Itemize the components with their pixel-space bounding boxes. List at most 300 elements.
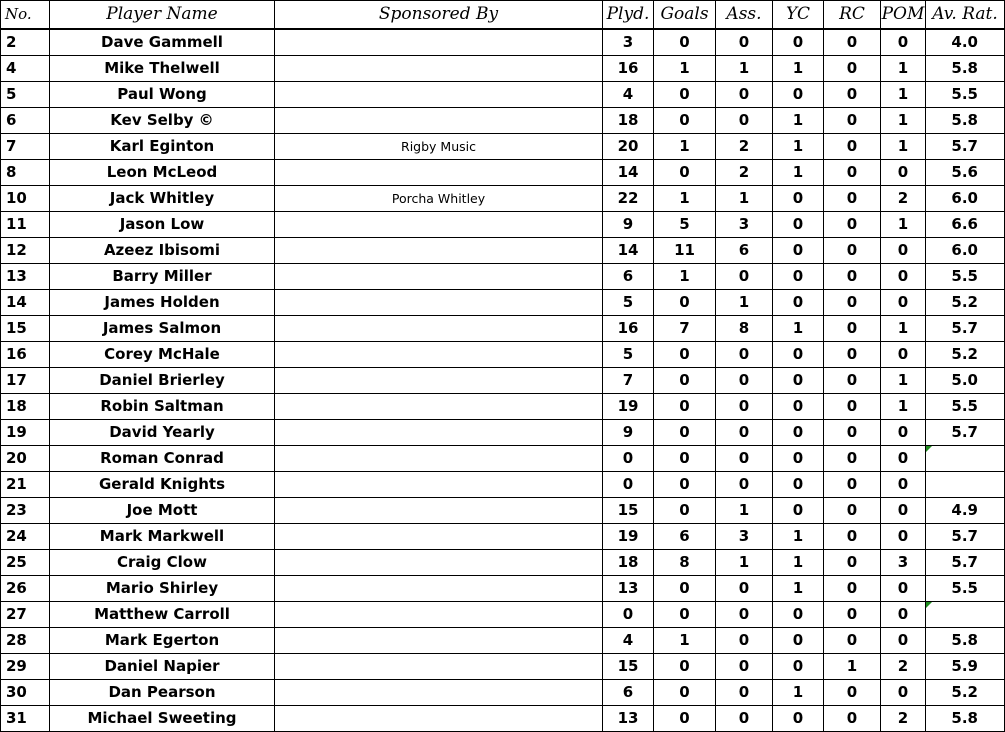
cell-player-name: Robin Saltman (50, 394, 275, 420)
cell-red-cards: 0 (824, 368, 881, 394)
cell-played: 13 (603, 576, 654, 602)
cell-number: 11 (1, 212, 50, 238)
header-goals: Goals (654, 1, 716, 30)
cell-player-name: Dan Pearson (50, 680, 275, 706)
table-row (1, 420, 1005, 446)
cell-assists: 2 (716, 160, 773, 186)
table-row (1, 628, 1005, 654)
cell-player-of-match: 1 (881, 368, 926, 394)
table-row (1, 472, 1005, 498)
table-row (1, 82, 1005, 108)
cell-player-name: Mike Thelwell (50, 56, 275, 82)
cell-sponsor (275, 680, 603, 706)
cell-number: 20 (1, 446, 50, 472)
cell-average-rating: 5.5 (926, 394, 1005, 420)
cell-average-rating: 5.8 (926, 628, 1005, 654)
cell-yellow-cards: 0 (773, 342, 824, 368)
table-row (1, 394, 1005, 420)
cell-number: 26 (1, 576, 50, 602)
table-row (1, 654, 1005, 680)
cell-assists: 0 (716, 706, 773, 732)
cell-played: 22 (603, 186, 654, 212)
cell-assists: 2 (716, 134, 773, 160)
cell-sponsor (275, 56, 603, 82)
cell-number: 13 (1, 264, 50, 290)
cell-assists: 0 (716, 602, 773, 628)
cell-goals: 7 (654, 316, 716, 342)
cell-goals: 1 (654, 56, 716, 82)
cell-assists: 0 (716, 680, 773, 706)
cell-average-rating: 5.7 (926, 316, 1005, 342)
table-row (1, 316, 1005, 342)
cell-player-of-match: 0 (881, 29, 926, 56)
cell-goals: 0 (654, 290, 716, 316)
cell-player-of-match: 0 (881, 602, 926, 628)
cell-goals: 0 (654, 342, 716, 368)
header-no: No. (1, 1, 50, 30)
cell-number: 31 (1, 706, 50, 732)
cell-player-of-match: 0 (881, 238, 926, 264)
header-sponsored-by: Sponsored By (275, 1, 603, 30)
cell-player-name: Leon McLeod (50, 160, 275, 186)
cell-goals: 1 (654, 628, 716, 654)
cell-player-of-match: 0 (881, 342, 926, 368)
cell-played: 7 (603, 368, 654, 394)
cell-average-rating: 5.5 (926, 576, 1005, 602)
cell-assists: 0 (716, 342, 773, 368)
cell-sponsor (275, 212, 603, 238)
cell-played: 9 (603, 212, 654, 238)
cell-red-cards: 0 (824, 706, 881, 732)
cell-average-rating (926, 602, 1005, 628)
cell-sponsor (275, 654, 603, 680)
cell-red-cards: 0 (824, 56, 881, 82)
header-player-of-match: POM (881, 1, 926, 30)
cell-goals: 0 (654, 602, 716, 628)
cell-player-of-match: 1 (881, 316, 926, 342)
cell-average-rating: 5.9 (926, 654, 1005, 680)
cell-player-of-match: 1 (881, 56, 926, 82)
cell-assists: 0 (716, 108, 773, 134)
table-row (1, 550, 1005, 576)
cell-sponsor (275, 394, 603, 420)
table-row (1, 160, 1005, 186)
cell-red-cards: 0 (824, 524, 881, 550)
table-row (1, 264, 1005, 290)
cell-played: 9 (603, 420, 654, 446)
cell-played: 16 (603, 316, 654, 342)
cell-red-cards: 0 (824, 550, 881, 576)
cell-number: 15 (1, 316, 50, 342)
header-yellow-cards: YC (773, 1, 824, 30)
cell-player-name: Corey McHale (50, 342, 275, 368)
cell-player-of-match: 1 (881, 108, 926, 134)
cell-average-rating: 4.9 (926, 498, 1005, 524)
table-row (1, 342, 1005, 368)
cell-player-name: Daniel Brierley (50, 368, 275, 394)
cell-sponsor (275, 342, 603, 368)
cell-average-rating: 5.7 (926, 420, 1005, 446)
cell-assists: 0 (716, 576, 773, 602)
table-row (1, 108, 1005, 134)
cell-assists: 3 (716, 212, 773, 238)
table-row (1, 498, 1005, 524)
cell-played: 6 (603, 264, 654, 290)
cell-assists: 1 (716, 290, 773, 316)
cell-played: 19 (603, 394, 654, 420)
cell-sponsor (275, 446, 603, 472)
table-row (1, 524, 1005, 550)
cell-average-rating: 5.7 (926, 550, 1005, 576)
header-row (1, 1, 1005, 30)
cell-average-rating: 6.6 (926, 212, 1005, 238)
cell-player-of-match: 1 (881, 394, 926, 420)
cell-red-cards: 0 (824, 108, 881, 134)
cell-red-cards: 0 (824, 29, 881, 56)
cell-played: 0 (603, 602, 654, 628)
cell-sponsor (275, 264, 603, 290)
cell-player-of-match: 0 (881, 524, 926, 550)
cell-red-cards: 0 (824, 446, 881, 472)
cell-player-name: David Yearly (50, 420, 275, 446)
cell-number: 29 (1, 654, 50, 680)
cell-player-of-match: 0 (881, 264, 926, 290)
cell-sponsor (275, 628, 603, 654)
cell-assists: 1 (716, 550, 773, 576)
cell-played: 3 (603, 29, 654, 56)
header-played: Plyd. (603, 1, 654, 30)
cell-goals: 0 (654, 576, 716, 602)
cell-played: 18 (603, 550, 654, 576)
cell-yellow-cards: 0 (773, 82, 824, 108)
cell-red-cards: 0 (824, 342, 881, 368)
cell-played: 19 (603, 524, 654, 550)
cell-played: 20 (603, 134, 654, 160)
cell-assists: 0 (716, 394, 773, 420)
cell-yellow-cards: 0 (773, 706, 824, 732)
cell-red-cards: 0 (824, 160, 881, 186)
cell-played: 0 (603, 446, 654, 472)
cell-player-of-match: 1 (881, 82, 926, 108)
cell-player-name: Gerald Knights (50, 472, 275, 498)
cell-red-cards: 0 (824, 680, 881, 706)
cell-played: 5 (603, 342, 654, 368)
cell-sponsor (275, 602, 603, 628)
cell-yellow-cards: 1 (773, 56, 824, 82)
cell-average-rating: 5.7 (926, 134, 1005, 160)
table-row (1, 680, 1005, 706)
cell-player-name: Matthew Carroll (50, 602, 275, 628)
cell-player-of-match: 1 (881, 212, 926, 238)
cell-assists: 0 (716, 654, 773, 680)
cell-goals: 0 (654, 654, 716, 680)
table-row (1, 706, 1005, 732)
cell-played: 18 (603, 108, 654, 134)
cell-yellow-cards: 1 (773, 524, 824, 550)
cell-assists: 0 (716, 446, 773, 472)
cell-assists: 0 (716, 264, 773, 290)
cell-assists: 1 (716, 186, 773, 212)
cell-average-rating: 6.0 (926, 186, 1005, 212)
cell-played: 6 (603, 680, 654, 706)
cell-played: 15 (603, 498, 654, 524)
cell-sponsor (275, 160, 603, 186)
cell-played: 14 (603, 160, 654, 186)
cell-played: 14 (603, 238, 654, 264)
cell-number: 10 (1, 186, 50, 212)
cell-player-name: Paul Wong (50, 82, 275, 108)
cell-yellow-cards: 1 (773, 134, 824, 160)
cell-played: 13 (603, 706, 654, 732)
cell-yellow-cards: 1 (773, 316, 824, 342)
table-row (1, 212, 1005, 238)
cell-player-name: Mark Markwell (50, 524, 275, 550)
cell-player-name: Jack Whitley (50, 186, 275, 212)
cell-assists: 1 (716, 498, 773, 524)
cell-average-rating: 5.8 (926, 706, 1005, 732)
cell-yellow-cards: 0 (773, 602, 824, 628)
table-body (1, 29, 1005, 732)
cell-average-rating (926, 472, 1005, 498)
cell-player-name: Kev Selby © (50, 108, 275, 134)
cell-goals: 6 (654, 524, 716, 550)
cell-yellow-cards: 1 (773, 576, 824, 602)
table-row (1, 56, 1005, 82)
cell-number: 28 (1, 628, 50, 654)
cell-played: 16 (603, 56, 654, 82)
cell-number: 5 (1, 82, 50, 108)
cell-yellow-cards: 0 (773, 290, 824, 316)
cell-player-of-match: 2 (881, 654, 926, 680)
table-row (1, 238, 1005, 264)
cell-player-name: Karl Eginton (50, 134, 275, 160)
cell-assists: 0 (716, 29, 773, 56)
table-row (1, 134, 1005, 160)
cell-number: 17 (1, 368, 50, 394)
cell-player-of-match: 3 (881, 550, 926, 576)
cell-played: 15 (603, 654, 654, 680)
cell-red-cards: 0 (824, 238, 881, 264)
cell-number: 19 (1, 420, 50, 446)
cell-assists: 0 (716, 472, 773, 498)
cell-assists: 0 (716, 420, 773, 446)
cell-sponsor (275, 524, 603, 550)
cell-red-cards: 0 (824, 420, 881, 446)
cell-red-cards: 1 (824, 654, 881, 680)
cell-player-of-match: 1 (881, 134, 926, 160)
cell-player-of-match: 0 (881, 680, 926, 706)
cell-sponsor (275, 238, 603, 264)
cell-yellow-cards: 0 (773, 394, 824, 420)
cell-average-rating: 5.2 (926, 342, 1005, 368)
cell-red-cards: 0 (824, 576, 881, 602)
cell-yellow-cards: 0 (773, 186, 824, 212)
header-red-cards: RC (824, 1, 881, 30)
table-row (1, 290, 1005, 316)
cell-number: 16 (1, 342, 50, 368)
cell-player-name: Mario Shirley (50, 576, 275, 602)
cell-goals: 0 (654, 498, 716, 524)
cell-red-cards: 0 (824, 498, 881, 524)
cell-yellow-cards: 1 (773, 680, 824, 706)
cell-number: 7 (1, 134, 50, 160)
cell-yellow-cards: 0 (773, 264, 824, 290)
cell-player-of-match: 0 (881, 290, 926, 316)
cell-sponsor (275, 706, 603, 732)
cell-player-name: Roman Conrad (50, 446, 275, 472)
cell-assists: 6 (716, 238, 773, 264)
cell-goals: 0 (654, 82, 716, 108)
cell-assists: 0 (716, 628, 773, 654)
comment-indicator-icon (926, 446, 932, 452)
cell-average-rating: 5.2 (926, 680, 1005, 706)
cell-average-rating: 5.0 (926, 368, 1005, 394)
cell-assists: 3 (716, 524, 773, 550)
cell-yellow-cards: 1 (773, 108, 824, 134)
cell-red-cards: 0 (824, 82, 881, 108)
cell-yellow-cards: 0 (773, 446, 824, 472)
cell-player-of-match: 0 (881, 160, 926, 186)
cell-player-of-match: 0 (881, 420, 926, 446)
cell-assists: 0 (716, 368, 773, 394)
cell-sponsor: Rigby Music (275, 134, 603, 160)
header-average-rating: Av. Rat. (926, 1, 1005, 30)
cell-red-cards: 0 (824, 472, 881, 498)
cell-yellow-cards: 0 (773, 472, 824, 498)
cell-number: 2 (1, 29, 50, 56)
cell-goals: 8 (654, 550, 716, 576)
cell-yellow-cards: 0 (773, 212, 824, 238)
cell-yellow-cards: 0 (773, 498, 824, 524)
cell-number: 25 (1, 550, 50, 576)
cell-number: 4 (1, 56, 50, 82)
cell-yellow-cards: 0 (773, 654, 824, 680)
cell-average-rating: 5.8 (926, 108, 1005, 134)
cell-average-rating: 6.0 (926, 238, 1005, 264)
cell-player-of-match: 0 (881, 498, 926, 524)
table-row (1, 186, 1005, 212)
cell-yellow-cards: 0 (773, 368, 824, 394)
cell-player-name: Joe Mott (50, 498, 275, 524)
cell-goals: 0 (654, 420, 716, 446)
cell-played: 4 (603, 628, 654, 654)
cell-goals: 0 (654, 680, 716, 706)
cell-number: 18 (1, 394, 50, 420)
cell-yellow-cards: 0 (773, 628, 824, 654)
cell-player-of-match: 0 (881, 628, 926, 654)
cell-average-rating: 5.7 (926, 524, 1005, 550)
cell-goals: 0 (654, 394, 716, 420)
table-row (1, 602, 1005, 628)
table-row (1, 446, 1005, 472)
cell-goals: 1 (654, 134, 716, 160)
cell-goals: 0 (654, 368, 716, 394)
cell-player-name: Azeez Ibisomi (50, 238, 275, 264)
cell-player-name: James Holden (50, 290, 275, 316)
cell-average-rating: 5.8 (926, 56, 1005, 82)
cell-sponsor (275, 316, 603, 342)
cell-number: 6 (1, 108, 50, 134)
cell-average-rating: 5.5 (926, 264, 1005, 290)
cell-goals: 0 (654, 29, 716, 56)
cell-red-cards: 0 (824, 290, 881, 316)
cell-average-rating: 5.6 (926, 160, 1005, 186)
cell-player-of-match: 2 (881, 186, 926, 212)
cell-goals: 11 (654, 238, 716, 264)
cell-yellow-cards: 0 (773, 420, 824, 446)
cell-red-cards: 0 (824, 186, 881, 212)
cell-average-rating: 5.5 (926, 82, 1005, 108)
cell-goals: 0 (654, 446, 716, 472)
cell-sponsor (275, 550, 603, 576)
cell-assists: 8 (716, 316, 773, 342)
cell-average-rating (926, 446, 1005, 472)
cell-number: 21 (1, 472, 50, 498)
cell-red-cards: 0 (824, 316, 881, 342)
cell-goals: 1 (654, 264, 716, 290)
cell-player-of-match: 2 (881, 706, 926, 732)
cell-player-name: Michael Sweeting (50, 706, 275, 732)
cell-number: 8 (1, 160, 50, 186)
cell-average-rating: 4.0 (926, 29, 1005, 56)
cell-player-name: Barry Miller (50, 264, 275, 290)
cell-goals: 0 (654, 108, 716, 134)
cell-sponsor (275, 498, 603, 524)
cell-yellow-cards: 0 (773, 238, 824, 264)
table-row (1, 576, 1005, 602)
cell-player-name: Craig Clow (50, 550, 275, 576)
cell-goals: 5 (654, 212, 716, 238)
cell-sponsor (275, 29, 603, 56)
cell-average-rating: 5.2 (926, 290, 1005, 316)
cell-yellow-cards: 1 (773, 160, 824, 186)
cell-played: 5 (603, 290, 654, 316)
table-row (1, 29, 1005, 56)
cell-number: 27 (1, 602, 50, 628)
table-row (1, 368, 1005, 394)
cell-player-name: Mark Egerton (50, 628, 275, 654)
cell-sponsor (275, 368, 603, 394)
cell-red-cards: 0 (824, 212, 881, 238)
cell-goals: 1 (654, 186, 716, 212)
cell-red-cards: 0 (824, 134, 881, 160)
cell-player-of-match: 0 (881, 446, 926, 472)
cell-player-name: Dave Gammell (50, 29, 275, 56)
cell-red-cards: 0 (824, 602, 881, 628)
cell-goals: 0 (654, 706, 716, 732)
cell-sponsor (275, 108, 603, 134)
cell-player-name: James Salmon (50, 316, 275, 342)
cell-sponsor (275, 290, 603, 316)
cell-sponsor (275, 82, 603, 108)
cell-sponsor (275, 472, 603, 498)
header-player-name: Player Name (50, 1, 275, 30)
cell-sponsor (275, 420, 603, 446)
cell-red-cards: 0 (824, 394, 881, 420)
cell-played: 0 (603, 472, 654, 498)
cell-goals: 0 (654, 160, 716, 186)
cell-number: 30 (1, 680, 50, 706)
cell-player-of-match: 0 (881, 472, 926, 498)
cell-number: 14 (1, 290, 50, 316)
cell-yellow-cards: 0 (773, 29, 824, 56)
cell-player-of-match: 0 (881, 576, 926, 602)
cell-yellow-cards: 1 (773, 550, 824, 576)
cell-player-name: Daniel Napier (50, 654, 275, 680)
cell-assists: 1 (716, 56, 773, 82)
cell-number: 23 (1, 498, 50, 524)
table-header (1, 1, 1005, 30)
